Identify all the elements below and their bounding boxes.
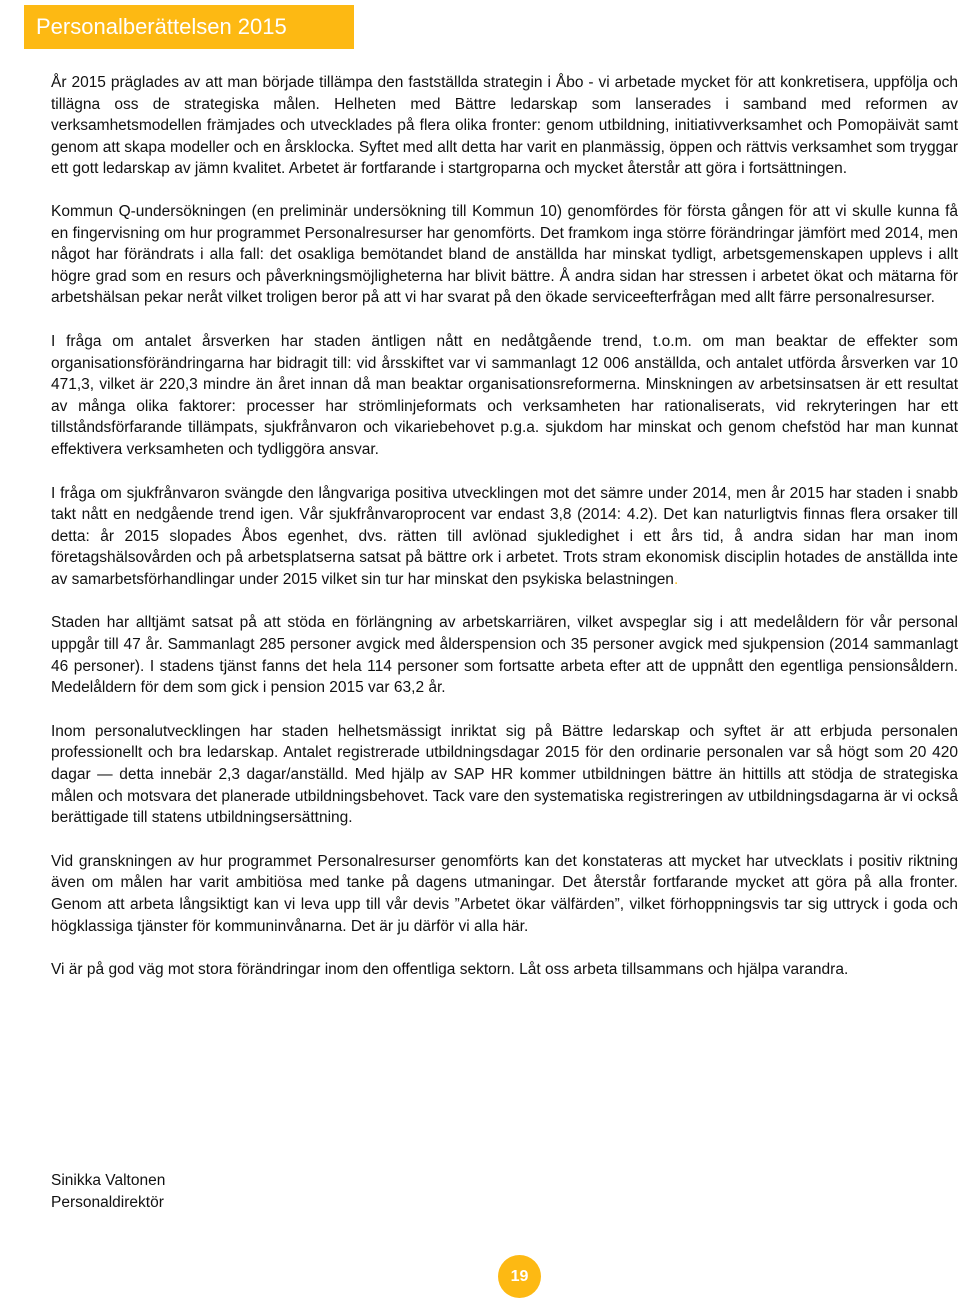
- section-header: [24, 5, 354, 49]
- page-title: Personalberättelsen 2015: [36, 14, 287, 39]
- signature-title: Personaldirektör: [51, 1193, 164, 1211]
- signature-name: Sinikka Valtonen: [51, 1172, 166, 1189]
- paragraph-development: Inom personalutvecklingen har staden helhetsmässigt inriktat sig på Bättre ledarskap och syftet är att erbjuda personalen professionellt och bra ledarskap. Antalet registrerade utbildningsdagar 2015 för den ordinarie personalen var så högt som 20 420 dagar — detta innebär 2,3 dagar/anställd. Med hjälp av SAP HR kommer utbildningen bättre än hittills att stödja de strategiska målen och motsvara det planerade utbildningsbehovet. Tack vare den systematiska registreringen av utbildningsdagarna är vi också berättigade till statens utbildningsersättning.: [51, 722, 958, 827]
- article-body: [51, 72, 958, 981]
- page-number-badge: [498, 1255, 541, 1298]
- orange-period: .: [673, 570, 679, 588]
- paragraph-review: Vid granskningen av hur programmet Personalresurser genomförts kan det konstateras att mycket har utvecklats i positiv riktning även om målen har varit ambitiösa med tanke på dagens utmaningar. Det återstår fortfarande mycket att göra på alla fronter. Genom att arbeta långsiktigt kan vi leva upp till vår devis ”Arbetet ökar välfärden”, vilket förhoppningsvis tar sig uttryck i goda och högklassiga tjänster för kommuninvånarna. Det är ju därför vi alla här.: [51, 852, 958, 935]
- paragraph-closing: Vi är på god väg mot stora förändringar inom den offentliga sektorn. Låt oss arbeta tillsammans och hjälpa varandra.: [51, 961, 849, 979]
- paragraph-survey: Kommun Q-undersökningen (en preliminär undersökning till Kommun 10) genomfördes för första gången för att vi skulle kunna få en fingervisning om hur programmet Personalresurser har genomförts. Det framkom inga större förändringar jämfört med 2014, men något har förändrats i alla fall: det osakliga bemötandet bland de anställda har minskat tydligt, arbetsgemenskapen upplevs i allt högre grad som en resurs och påverkningsmöjligheterna har blivit bättre. Å andra sidan har stressen i arbetet ökat och mätarna för arbetshälsan pekar neråt vilket troligen beror på att vi har svarat på den ökade serviceefterfrågan med allt färre personalresurser.: [51, 202, 958, 307]
- paragraph-man-years: I fråga om antalet årsverken har staden äntligen nått en nedåtgående trend, t.o.m. om man beaktar de effekter som organisationsförändringarna har bidragit till: vid årsskiftet var vi sammanlagt 12 006 anställda, och antalet utförda årsverken var 10 471,3, vilket är 220,3 mindre än året innan då man beaktar organisationsreformerna. Minskningen av arbetsinsatsen är ett resultat av många olika faktorer: processer har strömlinjeformats och verksamheten har rationaliserats, vid rekryteringen har ett tillståndsförfarande tillämpats, sjukfrånvaron och vikariebehovet p.g.a. sjukdom har minskat och genom chefstöd har man kunnat effektivera verksamheten och tydliggöra ansvar.: [51, 332, 958, 458]
- paragraph-sick-leave: [51, 483, 958, 591]
- paragraph-strategy: År 2015 präglades av att man började tillämpa den fastställda strategin i Åbo - vi arbetade mycket för att konkretisera, uppfölja och tillägna oss de strategiska målen. Helheten med Bättre ledarskap som lanserades i samband med reformen av verksamhetsmodellen främjades och utvecklades på flera olika fronter: genom utbildning, initiativverksamhet och Pomopäivät samt genom att skapa modeller och en årsklocka. Syftet med allt detta har varit en planmässig, öppen och rättvis verksamhet som tryggar ett gott ledarskap av jämn kvalitet. Arbetet är fortfarande i startgroparna och mycket återstår att göra i fortsättningen.: [51, 74, 958, 178]
- sick-leave-text: I fråga om sjukfrånvaron svängde den långvariga positiva utvecklingen mot det sämre under 2014, men år 2015 har staden i snabb takt nått en nedgående trend igen. Vår sjukfrånvaroprocent var endast 3,8 (2014: 4.2). Det kan naturligtvis finnas flera orsaker till detta: år 2015 slopades Åbos egenhet, dvs. rätten till avlönad sjukledighet i ett års tid, å andra sidan har man inom företagshälsovården och på arbetsplatserna satsat på bättre ork i arbetet. Trots stram ekonomisk disciplin hotades de anställda inte av samarbetsförhandlingar under 2015 vilket sin tur har minskat den psykiska belastningen: [51, 484, 958, 588]
- signature-block: [51, 1170, 165, 1213]
- paragraph-careers: Staden har alltjämt satsat på att stöda en förlängning av arbetskarriären, vilket avspeglar sig i att medelåldern för vår personal uppgår till 47 år. Sammanlagt 285 personer avgick med ålderspension och 35 personer avgick med sjukpension (2014 sammanlagt 46 personer). I stadens tjänst fanns det hela 114 personer som fortsatte arbeta efter att de uppnått den egentliga pensionsåldern. Medelåldern för dem som gick i pension 2015 var 63,2 år.: [51, 614, 958, 697]
- page-number: 19: [510, 1267, 529, 1285]
